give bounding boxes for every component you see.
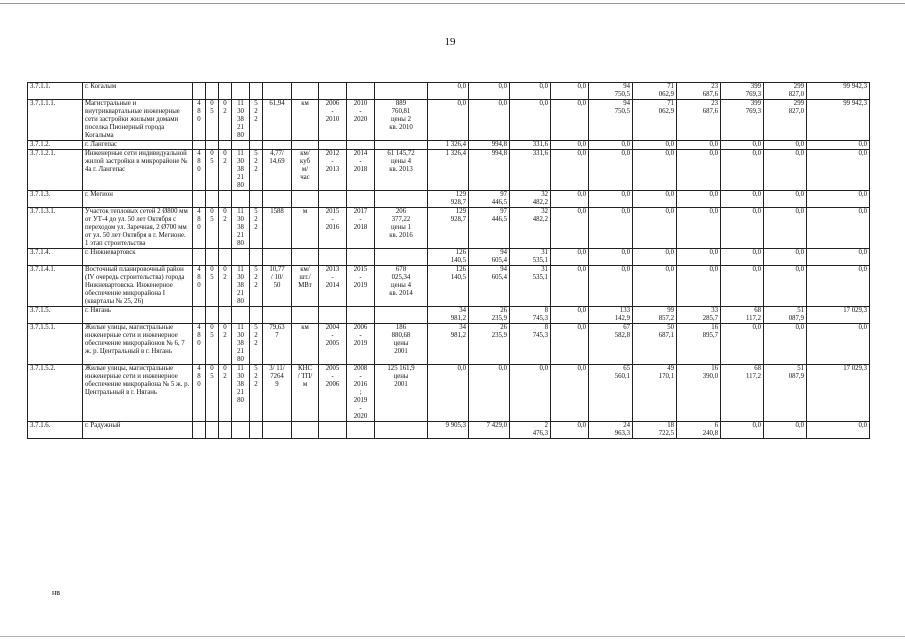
- cell-v4: 0,0: [551, 422, 589, 439]
- cell-cost: 678 025,34 цены 4 кв. 2014: [375, 266, 428, 307]
- cell-f6: [263, 83, 292, 100]
- cell-f2: 0 5: [206, 365, 219, 422]
- cell-f2: [206, 249, 219, 266]
- cell-v10: 0,0: [807, 208, 870, 249]
- cell-v10: 0,0: [807, 422, 870, 439]
- scan-bottom-edge: [0, 636, 905, 637]
- cell-v1: 1 326,4: [428, 150, 469, 191]
- cell-unit: КНС / ТП/ м: [292, 365, 319, 422]
- cell-v7: 0,0: [677, 266, 721, 307]
- cell-f2: 0 5: [206, 208, 219, 249]
- cell-v1: 34 981,2: [428, 307, 469, 324]
- cell-f6: 1588: [263, 208, 292, 249]
- cell-f2: 0 5: [206, 150, 219, 191]
- cell-cost: 125 161,9 цены 2001: [375, 365, 428, 422]
- cell-year-start: [319, 141, 347, 150]
- cell-cost: 186 880,68 цены 2001: [375, 324, 428, 365]
- cell-v2: 7 429,0: [469, 422, 510, 439]
- cell-unit: км/ шт./ МВт: [292, 266, 319, 307]
- scan-top-edge: [0, 3, 905, 4]
- cell-f5: [250, 191, 263, 208]
- cell-v1: 1 326,4: [428, 141, 469, 150]
- cell-v2: 97 446,5: [469, 191, 510, 208]
- cell-v6: 0,0: [633, 208, 677, 249]
- cell-v10: 17 029,3: [807, 307, 870, 324]
- cell-v9: 0,0: [764, 422, 807, 439]
- cell-v8: 0,0: [721, 191, 764, 208]
- cell-v9: 299 827,0: [764, 100, 807, 141]
- cell-code: 3.7.1.1.: [28, 83, 83, 100]
- cell-v2: 94 605,4: [469, 266, 510, 307]
- cell-f1: 4 8 0: [193, 266, 206, 307]
- cell-f2: [206, 191, 219, 208]
- cell-f5: [250, 422, 263, 439]
- cell-cost: [375, 307, 428, 324]
- cell-v5: 94 750,5: [589, 100, 633, 141]
- cell-v8: 68 117,2: [721, 365, 764, 422]
- cell-f4: 11 30 38 21 80: [232, 324, 250, 365]
- cell-v9: 0,0: [764, 266, 807, 307]
- cell-code: 3.7.1.3.1.: [28, 208, 83, 249]
- cell-v7: 0,0: [677, 191, 721, 208]
- cell-v4: 0,0: [551, 100, 589, 141]
- page-number: 19: [444, 36, 456, 48]
- cell-v7: 0,0: [677, 150, 721, 191]
- cell-v1: 0,0: [428, 83, 469, 100]
- cell-v2: 94 605,4: [469, 249, 510, 266]
- cell-v9: 0,0: [764, 324, 807, 365]
- cell-code: 3.7.1.1.1.: [28, 100, 83, 141]
- cell-cost: 61 145,72 цены 4 кв. 2013: [375, 150, 428, 191]
- cell-f3: [219, 249, 232, 266]
- cell-v10: 99 942,3: [807, 100, 870, 141]
- cell-v5: 94 750,5: [589, 83, 633, 100]
- table-row-subtotal: [28, 307, 870, 324]
- cell-v5: 0,0: [589, 141, 633, 150]
- cell-f3: [219, 191, 232, 208]
- cell-code: 3.7.1.6.: [28, 422, 83, 439]
- cell-v1: 126 140,5: [428, 266, 469, 307]
- cell-v4: 0,0: [551, 249, 589, 266]
- cell-v1: 9 905,3: [428, 422, 469, 439]
- cell-year-end: [347, 422, 375, 439]
- cell-code: 3.7.1.4.: [28, 249, 83, 266]
- cell-f2: 0 5: [206, 266, 219, 307]
- cell-year-start: 2006 - 2010: [319, 100, 347, 141]
- cell-unit: км: [292, 324, 319, 365]
- cell-f1: [193, 191, 206, 208]
- cell-v8: 68 117,2: [721, 307, 764, 324]
- cell-v1: 0,0: [428, 100, 469, 141]
- cell-v3: 8 745,3: [510, 307, 551, 324]
- cell-unit: [292, 307, 319, 324]
- cell-v10: 99 942,3: [807, 83, 870, 100]
- cell-v6: 0,0: [633, 191, 677, 208]
- table-row-subtotal: [28, 83, 870, 100]
- cell-f4: 11 30 38 21 80: [232, 365, 250, 422]
- cell-v7: 33 285,7: [677, 307, 721, 324]
- cell-f4: [232, 191, 250, 208]
- cell-code: 3.7.1.4.1.: [28, 266, 83, 307]
- cell-name: г. Мегион: [83, 191, 193, 208]
- cell-v5: 0,0: [589, 249, 633, 266]
- cell-v10: 0,0: [807, 324, 870, 365]
- cell-name: Восточный планировочный район (IV очередь строительства) города Нижневартовска. Инженерное обеспечение микрорайона I (кварталы № 25, 26): [83, 266, 193, 307]
- cell-v4: 0,0: [551, 208, 589, 249]
- cell-cost: [375, 191, 428, 208]
- cell-cost: [375, 141, 428, 150]
- cell-f1: 4 8 0: [193, 150, 206, 191]
- cell-f5: 5 2 2: [250, 208, 263, 249]
- cell-year-start: 2013 - 2014: [319, 266, 347, 307]
- cell-v1: 34 981,2: [428, 324, 469, 365]
- cell-v8: 0,0: [721, 208, 764, 249]
- cell-name: г. Радужный: [83, 422, 193, 439]
- cell-v4: 0,0: [551, 307, 589, 324]
- cell-v7: 0,0: [677, 208, 721, 249]
- cell-code: 3.7.1.2.: [28, 141, 83, 150]
- cell-f5: 5 2 2: [250, 365, 263, 422]
- cell-year-start: [319, 191, 347, 208]
- cell-v3: 0,0: [510, 365, 551, 422]
- cell-f4: [232, 83, 250, 100]
- cell-f1: [193, 307, 206, 324]
- cell-v4: 0,0: [551, 324, 589, 365]
- cell-unit: км/ куб м/ час: [292, 150, 319, 191]
- cell-v1: 129 928,7: [428, 208, 469, 249]
- cell-unit: [292, 83, 319, 100]
- cell-code: 3.7.1.5.2.: [28, 365, 83, 422]
- cell-f1: [193, 83, 206, 100]
- cell-f3: 0 2: [219, 266, 232, 307]
- cell-f6: [263, 191, 292, 208]
- cell-v7: 0,0: [677, 141, 721, 150]
- cell-v7: 6 240,8: [677, 422, 721, 439]
- program-table: [27, 82, 870, 439]
- cell-v9: 0,0: [764, 191, 807, 208]
- cell-f1: [193, 422, 206, 439]
- cell-v3: 31 535,1: [510, 266, 551, 307]
- cell-v9: 51 087,9: [764, 307, 807, 324]
- cell-f1: 4 8 0: [193, 208, 206, 249]
- cell-year-start: [319, 83, 347, 100]
- cell-year-start: 2015 - 2016: [319, 208, 347, 249]
- cell-unit: м: [292, 208, 319, 249]
- cell-f6: [263, 141, 292, 150]
- cell-unit: [292, 141, 319, 150]
- cell-v5: 133 142,9: [589, 307, 633, 324]
- cell-v3: 8 745,3: [510, 324, 551, 365]
- cell-v7: 0,0: [677, 249, 721, 266]
- cell-v5: 65 560,1: [589, 365, 633, 422]
- cell-f5: 5 2 2: [250, 150, 263, 191]
- table-row-subtotal: [28, 191, 870, 208]
- cell-f5: [250, 141, 263, 150]
- cell-f1: [193, 141, 206, 150]
- cell-v6: 18 722,5: [633, 422, 677, 439]
- cell-v7: 23 687,6: [677, 100, 721, 141]
- cell-cost: [375, 422, 428, 439]
- cell-f3: 0 2: [219, 324, 232, 365]
- cell-v8: 399 769,3: [721, 83, 764, 100]
- cell-name: г. Когалым: [83, 83, 193, 100]
- cell-name: г. Нижневартовск: [83, 249, 193, 266]
- cell-v6: 0,0: [633, 266, 677, 307]
- cell-v5: 0,0: [589, 266, 633, 307]
- cell-f4: 11 30 38 21 80: [232, 266, 250, 307]
- cell-v2: 0,0: [469, 365, 510, 422]
- cell-v4: 0,0: [551, 141, 589, 150]
- cell-year-end: [347, 249, 375, 266]
- cell-f4: 11 30 38 21 80: [232, 150, 250, 191]
- cell-year-end: [347, 307, 375, 324]
- table-row-item: [28, 208, 870, 249]
- cell-f6: 79,63 7: [263, 324, 292, 365]
- cell-v6: 71 062,9: [633, 83, 677, 100]
- cell-f2: [206, 83, 219, 100]
- cell-v9: 299 827,0: [764, 83, 807, 100]
- cell-unit: км: [292, 100, 319, 141]
- cell-v5: 24 963,3: [589, 422, 633, 439]
- cell-f5: 5 2 2: [250, 100, 263, 141]
- cell-f5: 5 2 2: [250, 266, 263, 307]
- cell-f3: [219, 422, 232, 439]
- cell-cost: 206 377,22 цены 1 кв. 2016: [375, 208, 428, 249]
- cell-name: Инженерные сети индивидуальной жилой застройки в микрорайоне № 4а г. Лангепас: [83, 150, 193, 191]
- cell-year-start: [319, 307, 347, 324]
- cell-v4: 0,0: [551, 83, 589, 100]
- cell-year-end: 2015 - 2019: [347, 266, 375, 307]
- cell-v5: 0,0: [589, 150, 633, 191]
- cell-unit: [292, 191, 319, 208]
- cell-year-end: 2006 - 2019: [347, 324, 375, 365]
- cell-v3: 331,6: [510, 150, 551, 191]
- cell-v2: 97 446,5: [469, 208, 510, 249]
- cell-f3: 0 2: [219, 100, 232, 141]
- cell-v5: 67 582,8: [589, 324, 633, 365]
- cell-f2: [206, 141, 219, 150]
- table-row-subtotal: [28, 141, 870, 150]
- cell-v4: 0,0: [551, 150, 589, 191]
- cell-f1: 4 8 0: [193, 365, 206, 422]
- cell-f6: 61,94: [263, 100, 292, 141]
- cell-unit: [292, 422, 319, 439]
- cell-code: 3.7.1.5.: [28, 307, 83, 324]
- cell-year-end: [347, 83, 375, 100]
- table-row-item: [28, 365, 870, 422]
- cell-v6: 0,0: [633, 150, 677, 191]
- cell-v6: 50 687,1: [633, 324, 677, 365]
- cell-f2: [206, 307, 219, 324]
- cell-v8: 0,0: [721, 150, 764, 191]
- cell-f6: 10,77 / 10/ 50: [263, 266, 292, 307]
- cell-year-start: [319, 249, 347, 266]
- cell-cost: [375, 83, 428, 100]
- cell-f1: 4 8 0: [193, 100, 206, 141]
- cell-f4: [232, 249, 250, 266]
- cell-f5: 5 2 2: [250, 324, 263, 365]
- cell-v1: 0,0: [428, 365, 469, 422]
- cell-f5: [250, 307, 263, 324]
- cell-v3: 0,0: [510, 83, 551, 100]
- cell-v2: 0,0: [469, 83, 510, 100]
- cell-v4: 0,0: [551, 365, 589, 422]
- cell-year-start: 2005 - 2006: [319, 365, 347, 422]
- cell-v1: 126 140,5: [428, 249, 469, 266]
- cell-f1: [193, 249, 206, 266]
- cell-v2: 0,0: [469, 100, 510, 141]
- cell-f6: [263, 307, 292, 324]
- cell-v7: 23 687,6: [677, 83, 721, 100]
- cell-f2: 0 5: [206, 324, 219, 365]
- cell-f4: 11 30 38 21 80: [232, 100, 250, 141]
- cell-f3: [219, 307, 232, 324]
- cell-v5: 0,0: [589, 191, 633, 208]
- cell-f6: 4,77/ 14,69: [263, 150, 292, 191]
- cell-f4: 11 30 38 21 80: [232, 208, 250, 249]
- cell-f3: [219, 83, 232, 100]
- table-row-item: [28, 266, 870, 307]
- cell-f3: [219, 141, 232, 150]
- table-row-subtotal: [28, 249, 870, 266]
- cell-v8: 399 769,3: [721, 100, 764, 141]
- cell-v10: 0,0: [807, 141, 870, 150]
- cell-v9: 0,0: [764, 249, 807, 266]
- cell-v3: 331,6: [510, 141, 551, 150]
- cell-name: Магистральные и внутриквартальные инженерные сети застройки жилыми домами поселка Пионерный города Когалыма: [83, 100, 193, 141]
- cell-v3: 32 482,2: [510, 191, 551, 208]
- cell-year-start: 2004 - 2005: [319, 324, 347, 365]
- cell-code: 3.7.1.3.: [28, 191, 83, 208]
- cell-v7: 16 895,7: [677, 324, 721, 365]
- cell-f6: 3/ 11/ 7264 9: [263, 365, 292, 422]
- cell-v9: 0,0: [764, 150, 807, 191]
- table-row-item: [28, 324, 870, 365]
- cell-f4: [232, 422, 250, 439]
- cell-year-end: 2010 - 2020: [347, 100, 375, 141]
- cell-v7: 16 390,0: [677, 365, 721, 422]
- cell-v10: 0,0: [807, 150, 870, 191]
- cell-v8: 0,0: [721, 324, 764, 365]
- cell-v3: 31 535,1: [510, 249, 551, 266]
- cell-v2: 994,8: [469, 150, 510, 191]
- cell-name: Участок тепловых сетей 2 Ø800 мм от УТ-4 до ул. 50 лет Октября с переходом ул. Заречная, 2 Ø700 мм от ул. 50 лет Октября в г. Мегионе. 1 этап строительства: [83, 208, 193, 249]
- cell-f6: [263, 422, 292, 439]
- cell-code: 3.7.1.5.1.: [28, 324, 83, 365]
- cell-f1: 4 8 0: [193, 324, 206, 365]
- cell-v4: 0,0: [551, 191, 589, 208]
- cell-f4: [232, 141, 250, 150]
- cell-v3: 32 482,2: [510, 208, 551, 249]
- cell-name: Жилые улицы, магистральные инженерные сети и инженерное обеспечение микрорайонов № 6, 7 ж. р. Центральный в г. Нягань: [83, 324, 193, 365]
- footer-mark: нв: [52, 588, 61, 597]
- cell-v10: 0,0: [807, 249, 870, 266]
- cell-v3: 0,0: [510, 100, 551, 141]
- cell-f2: 0 5: [206, 100, 219, 141]
- cell-v6: 0,0: [633, 141, 677, 150]
- cell-v10: 0,0: [807, 266, 870, 307]
- cell-f3: 0 2: [219, 150, 232, 191]
- cell-f5: [250, 83, 263, 100]
- cell-year-end: 2017 - 2018: [347, 208, 375, 249]
- cell-year-end: 2008 - 2016 ; 2019 - 2020: [347, 365, 375, 422]
- cell-v9: 0,0: [764, 141, 807, 150]
- cell-v6: 71 062,9: [633, 100, 677, 141]
- cell-v4: 0,0: [551, 266, 589, 307]
- cell-year-start: [319, 422, 347, 439]
- table-row-item: [28, 100, 870, 141]
- cell-f6: [263, 249, 292, 266]
- cell-v10: 17 029,3: [807, 365, 870, 422]
- cell-v10: 0,0: [807, 191, 870, 208]
- cell-v3: 2 476,3: [510, 422, 551, 439]
- cell-cost: 889 760,81 цены 2 кв. 2010: [375, 100, 428, 141]
- cell-year-end: 2014 - 2018: [347, 150, 375, 191]
- cell-year-start: 2012 - 2013: [319, 150, 347, 191]
- cell-f3: 0 2: [219, 365, 232, 422]
- cell-year-end: [347, 141, 375, 150]
- cell-v9: 51 087,9: [764, 365, 807, 422]
- table-row-subtotal: [28, 422, 870, 439]
- cell-f3: 0 2: [219, 208, 232, 249]
- table-row-item: [28, 150, 870, 191]
- cell-v2: 26 235,9: [469, 307, 510, 324]
- cell-v8: 0,0: [721, 249, 764, 266]
- cell-v2: 994,8: [469, 141, 510, 150]
- cell-f2: [206, 422, 219, 439]
- cell-f4: [232, 307, 250, 324]
- cell-v8: 0,0: [721, 266, 764, 307]
- cell-name: г. Нягань: [83, 307, 193, 324]
- cell-v6: 99 857,2: [633, 307, 677, 324]
- cell-code: 3.7.1.2.1.: [28, 150, 83, 191]
- cell-v6: 49 170,1: [633, 365, 677, 422]
- cell-v8: 0,0: [721, 141, 764, 150]
- cell-v1: 129 928,7: [428, 191, 469, 208]
- cell-v2: 26 235,9: [469, 324, 510, 365]
- cell-unit: [292, 249, 319, 266]
- cell-f5: [250, 249, 263, 266]
- cell-v9: 0,0: [764, 208, 807, 249]
- cell-cost: [375, 249, 428, 266]
- cell-name: Жилые улицы, магистральные инженерные сети и инженерное обеспечение микрорайона № 5 ж. р. Центральный в г. Нягань: [83, 365, 193, 422]
- cell-v5: 0,0: [589, 208, 633, 249]
- cell-v6: 0,0: [633, 249, 677, 266]
- cell-name: г. Лангепас: [83, 141, 193, 150]
- cell-v8: 0,0: [721, 422, 764, 439]
- cell-year-end: [347, 191, 375, 208]
